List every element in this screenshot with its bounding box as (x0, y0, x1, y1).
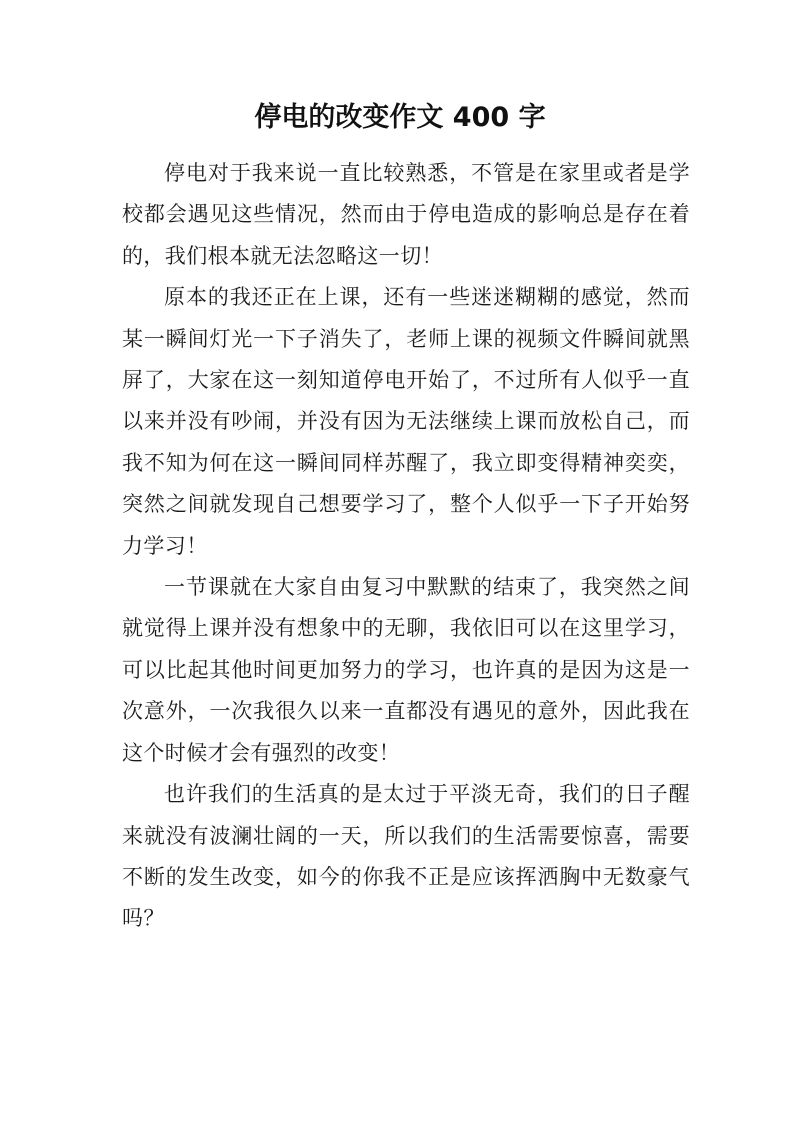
paragraph-2: 原本的我还正在上课，还有一些迷迷糊糊的感觉，然而某一瞬间灯光一下子消失了，老师上课的视频文件瞬间就黑屏了，大家在这一刻知道停电开始了，不过所有人似乎一直以来并没有吵闹，并没有因为无法继续上课而放松自己，而我不知为何在这一瞬间同样苏醒了，我立即变得精神奕奕，突然之间就发现自己想要学习了，整个人似乎一下子开始努力学习！ (122, 285, 690, 558)
paragraph-1: 停电对于我来说一直比较熟悉，不管是在家里或者是学校都会遇见这些情况，然而由于停电造成的影响总是存在着的，我们根本就无法忽略这一切！ (122, 161, 690, 268)
document-title: 停电的改变作文 400 字 (254, 102, 546, 133)
document-body (122, 153, 690, 940)
paragraph-3: 一节课就在大家自由复习中默默的结束了，我突然之间就觉得上课并没有想象中的无聊，我依旧可以在这里学习，可以比起其他时间更加努力的学习，也许真的是因为这是一次意外，一次我很久以来一直都没有遇见的意外，因此我在这个时候才会有强烈的改变！ (122, 575, 690, 765)
paragraph-4: 也许我们的生活真的是太过于平淡无奇，我们的日子醒来就没有波澜壮阔的一天，所以我们的生活需要惊喜，需要不断的发生改变，如今的你我不正是应该挥洒胸中无数豪气吗？ (122, 782, 690, 931)
